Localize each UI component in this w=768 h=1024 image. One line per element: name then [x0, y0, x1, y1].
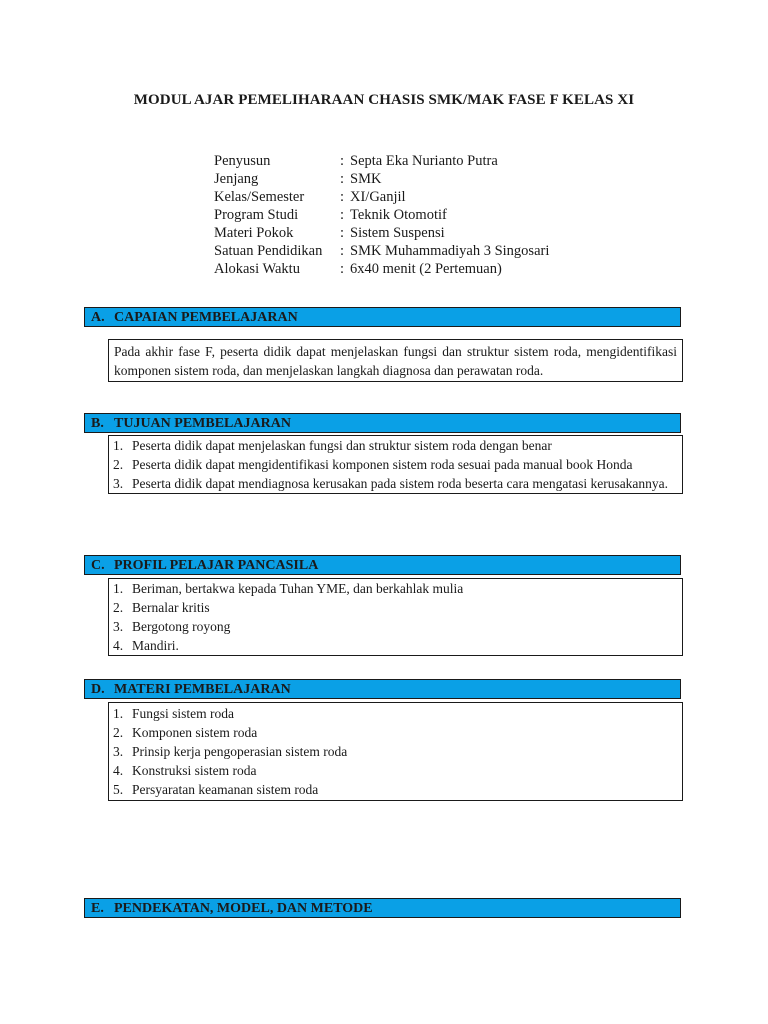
list-text: Bernalar kritis: [132, 600, 210, 615]
list-number: 1.: [113, 581, 124, 596]
meta-row-alokasi-waktu: [214, 260, 549, 278]
meta-separator: :: [340, 225, 345, 241]
meta-separator: :: [340, 171, 345, 187]
meta-separator: :: [340, 207, 345, 223]
meta-value: Teknik Otomotif: [350, 207, 447, 223]
section-title: CAPAIAN PEMBELAJARAN: [114, 310, 298, 325]
meta-row-penyusun: [214, 152, 549, 170]
list-item: [109, 704, 682, 723]
list-text: Peserta didik dapat menjelaskan fungsi dan struktur sistem roda dengan benar: [132, 438, 552, 453]
meta-row-jenjang: [214, 170, 549, 188]
list-text: Mandiri.: [132, 638, 179, 653]
list-text: Beriman, bertakwa kepada Tuhan YME, dan berkahlak mulia: [132, 581, 464, 596]
section-title: PROFIL PELAJAR PANCASILA: [114, 558, 319, 573]
meta-key: Satuan Pendidikan: [214, 243, 323, 259]
list-text: Peserta didik dapat mendiagnosa kerusakan pada sistem roda beserta cara mengatasi kerusakannya.: [132, 476, 669, 491]
section-letter: A.: [91, 310, 105, 325]
list-text: Konstruksi sistem roda: [132, 763, 257, 778]
list-text: Bergotong royong: [132, 619, 231, 634]
meta-key: Jenjang: [214, 171, 259, 187]
list-item: [109, 742, 682, 761]
capaian-pembelajaran-text: Pada akhir fase F, peserta didik dapat menjelaskan fungsi dan struktur sistem roda, mengidentifikasi komponen sistem roda, dan menjelaskan langkah diagnosa dan perawatan roda.: [108, 339, 683, 382]
list-number: 3.: [113, 744, 124, 759]
list-number: 1.: [113, 706, 124, 721]
meta-row-satuan-pendidikan: [214, 242, 549, 260]
meta-value: XI/Ganjil: [350, 189, 406, 205]
section-title: PENDEKATAN, MODEL, DAN METODE: [114, 901, 373, 916]
tujuan-pembelajaran-list: [108, 435, 683, 494]
list-number: 4.: [113, 638, 124, 653]
meta-value: Septa Eka Nurianto Putra: [350, 153, 498, 169]
section-header-pendekatan-model-metode: [84, 898, 681, 918]
list-item: [109, 598, 682, 617]
meta-key: Program Studi: [214, 207, 299, 223]
meta-value: SMK Muhammadiyah 3 Singosari: [350, 243, 550, 259]
list-number: 2.: [113, 600, 124, 615]
meta-separator: :: [340, 243, 345, 259]
meta-separator: :: [340, 261, 345, 277]
list-text: Fungsi sistem roda: [132, 706, 235, 721]
meta-key: Kelas/Semester: [214, 189, 305, 205]
section-title: MATERI PEMBELAJARAN: [114, 682, 291, 697]
meta-row-materi-pokok: [214, 224, 549, 242]
section-letter: E.: [91, 901, 104, 916]
list-item: [109, 455, 682, 474]
list-number: 3.: [113, 476, 124, 491]
list-item: [109, 723, 682, 742]
meta-value: SMK: [350, 171, 382, 187]
section-header-materi-pembelajaran: [84, 679, 681, 699]
profil-pelajar-list: [108, 578, 683, 656]
list-item: [109, 780, 682, 799]
list-item: [109, 474, 682, 493]
module-info: [214, 152, 549, 278]
list-text: Peserta didik dapat mengidentifikasi komponen sistem roda sesuai pada manual book Honda: [132, 457, 633, 472]
list-number: 1.: [113, 438, 124, 453]
list-item: [109, 436, 682, 455]
list-number: 2.: [113, 457, 124, 472]
list-number: 3.: [113, 619, 124, 634]
document-title: MODUL AJAR PEMELIHARAAN CHASIS SMK/MAK FASE F KELAS XI: [133, 92, 635, 108]
list-item: [109, 761, 682, 780]
section-header-profil-pelajar-pancasila: [84, 555, 681, 575]
meta-key: Penyusun: [214, 153, 271, 169]
list-item: [109, 579, 682, 598]
section-header-tujuan-pembelajaran: [84, 413, 681, 433]
meta-key: Materi Pokok: [214, 225, 294, 241]
list-text: Prinsip kerja pengoperasian sistem roda: [132, 744, 348, 759]
list-number: 5.: [113, 782, 124, 797]
list-text: Komponen sistem roda: [132, 725, 258, 740]
list-item: [109, 617, 682, 636]
list-text: Persyaratan keamanan sistem roda: [132, 782, 319, 797]
meta-row-kelas-semester: [214, 188, 549, 206]
materi-pembelajaran-list: [108, 702, 683, 801]
meta-key: Alokasi Waktu: [214, 261, 300, 277]
list-item: [109, 636, 682, 655]
meta-separator: :: [340, 153, 345, 169]
section-header-capaian-pembelajaran: [84, 307, 681, 327]
section-letter: B.: [91, 416, 104, 431]
list-number: 2.: [113, 725, 124, 740]
meta-row-program-studi: [214, 206, 549, 224]
meta-value: 6x40 menit (2 Pertemuan): [350, 261, 502, 277]
section-letter: D.: [91, 682, 105, 697]
list-number: 4.: [113, 763, 124, 778]
section-title: TUJUAN PEMBELAJARAN: [114, 416, 291, 431]
meta-value: Sistem Suspensi: [350, 225, 445, 241]
section-letter: C.: [91, 558, 105, 573]
meta-separator: :: [340, 189, 345, 205]
